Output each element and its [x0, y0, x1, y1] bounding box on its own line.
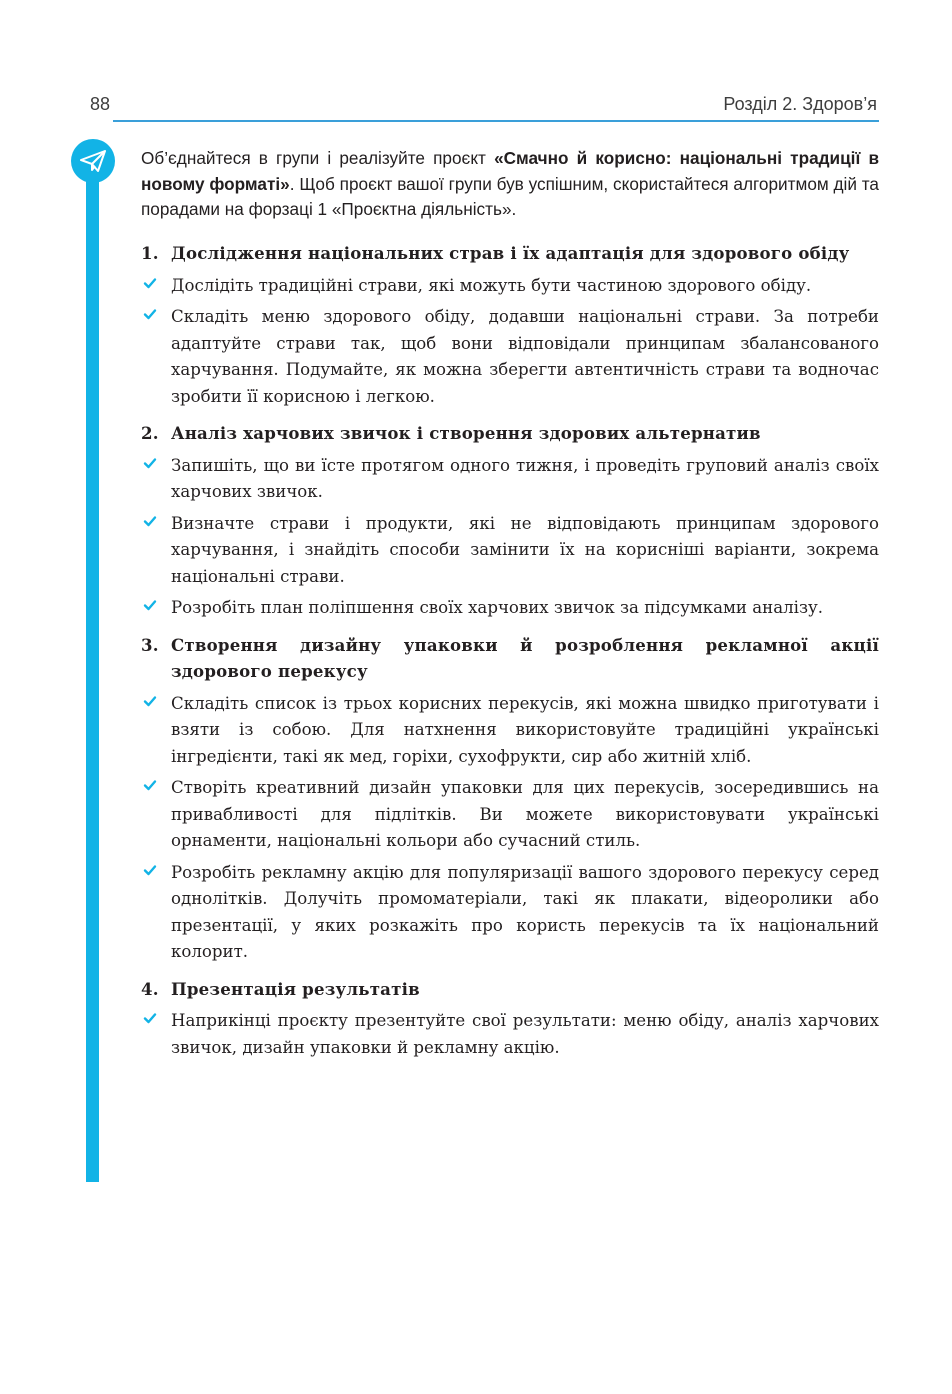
side-accent-bar	[86, 170, 99, 1182]
step-number: 3.	[141, 634, 159, 655]
step-title: Презентація результатів	[171, 978, 420, 999]
list-item-text: Запишіть, що ви їсте протягом одного тижня, і проведіть груповий аналіз своїх харчових звичок.	[171, 455, 879, 501]
list-item	[141, 691, 879, 771]
checkmark-icon	[143, 456, 157, 470]
project-steps	[141, 230, 879, 1066]
list-item-text: Складіть список із трьох корисних перекусів, які можна швидко приготувати і взяти із собою. Для натхнення використовуйте традиційні українські інгредієнти, такі як мед, горіхи, сухофрукти, сир або житній хліб.	[171, 693, 879, 766]
list-item	[141, 273, 879, 300]
step-number: 4.	[141, 978, 159, 999]
checkmark-icon	[143, 694, 157, 708]
list-item-text: Розробіть план поліпшення своїх харчових звичок за підсумками аналізу.	[171, 598, 824, 617]
page-number: 88	[90, 94, 111, 114]
list-item	[141, 775, 879, 855]
checkmark-icon	[143, 514, 157, 528]
checkmark-icon	[143, 276, 157, 290]
step-heading	[141, 976, 879, 1003]
step-number: 1.	[141, 243, 159, 263]
list-item-text: Наприкінці проєкту презентуйте свої результати: меню обіду, аналіз харчових звичок, дизайн упаковки й рекламну акцію.	[171, 1011, 879, 1057]
list-item-text: Розробіть рекламну акцію для популяризації вашого здорового перекусу серед однолітків. Долучіть промоматеріали, такі як плакати, відеоролики або презентації, у яких розкажіть про користь перекусів та їх національний колорит.	[171, 862, 879, 961]
step-title: Аналіз харчових звичок і створення здорових альтернатив	[171, 423, 761, 443]
section-title: Розділ 2. Здоров’я	[723, 94, 877, 114]
step-title: Створення дизайну упаковки й розроблення рекламної акції здорового перекусу	[171, 634, 879, 681]
checkmark-icon	[143, 598, 157, 612]
step-heading	[141, 240, 879, 267]
project-title: «Смачно й корисно: національні традиції в новому форматі»	[141, 148, 880, 194]
list-item	[141, 453, 879, 506]
intro-text-after: . Щоб проєкт вашої групи був успішним, скористайтеся алгоритмом дій та порадами на форзаці 1 «Проєктна діяльність».	[141, 173, 879, 219]
list-item-text: Визначте страви і продукти, які не відповідають принципам здорового харчування, і знайдіть способи замінити їх на корисніші варіанти, зокрема національні страви.	[171, 513, 879, 586]
list-item	[141, 304, 879, 410]
list-item-text: Дослідіть традиційні страви, які можуть бути частиною здорового обіду.	[171, 275, 812, 295]
list-item	[141, 860, 879, 966]
checkmark-icon	[143, 863, 157, 877]
checkmark-icon	[143, 1011, 157, 1025]
list-item	[141, 511, 879, 591]
step-heading	[141, 420, 879, 447]
list-item-text: Складіть меню здорового обіду, додавши національні страви. За потреби адаптуйте страви так, щоб вони відповідали принципам збалансованого харчування. Подумайте, як можна зберегти автентичність страви та водночас зробити її корисною і легкою.	[171, 307, 879, 406]
step-title: Дослідження національних страв і їх адаптація для здорового обіду	[171, 243, 850, 263]
step-heading	[141, 632, 879, 685]
list-item-text: Створіть креативний дизайн упаковки для цих перекусів, зосередившись на привабливості для підлітків. Ви можете використовувати українські орнаменти, національні кольори або сучасний стиль.	[171, 778, 879, 850]
intro-paragraph	[141, 146, 879, 223]
paper-plane-icon	[71, 139, 115, 183]
checkmark-icon	[143, 307, 157, 321]
step-number: 2.	[141, 423, 159, 443]
list-item	[141, 595, 879, 622]
page-header	[90, 94, 879, 122]
checkmark-icon	[143, 778, 157, 792]
intro-text-before: Об’єднайтеся в групи і реалізуйте проєкт	[141, 148, 495, 168]
list-item	[141, 1008, 879, 1061]
